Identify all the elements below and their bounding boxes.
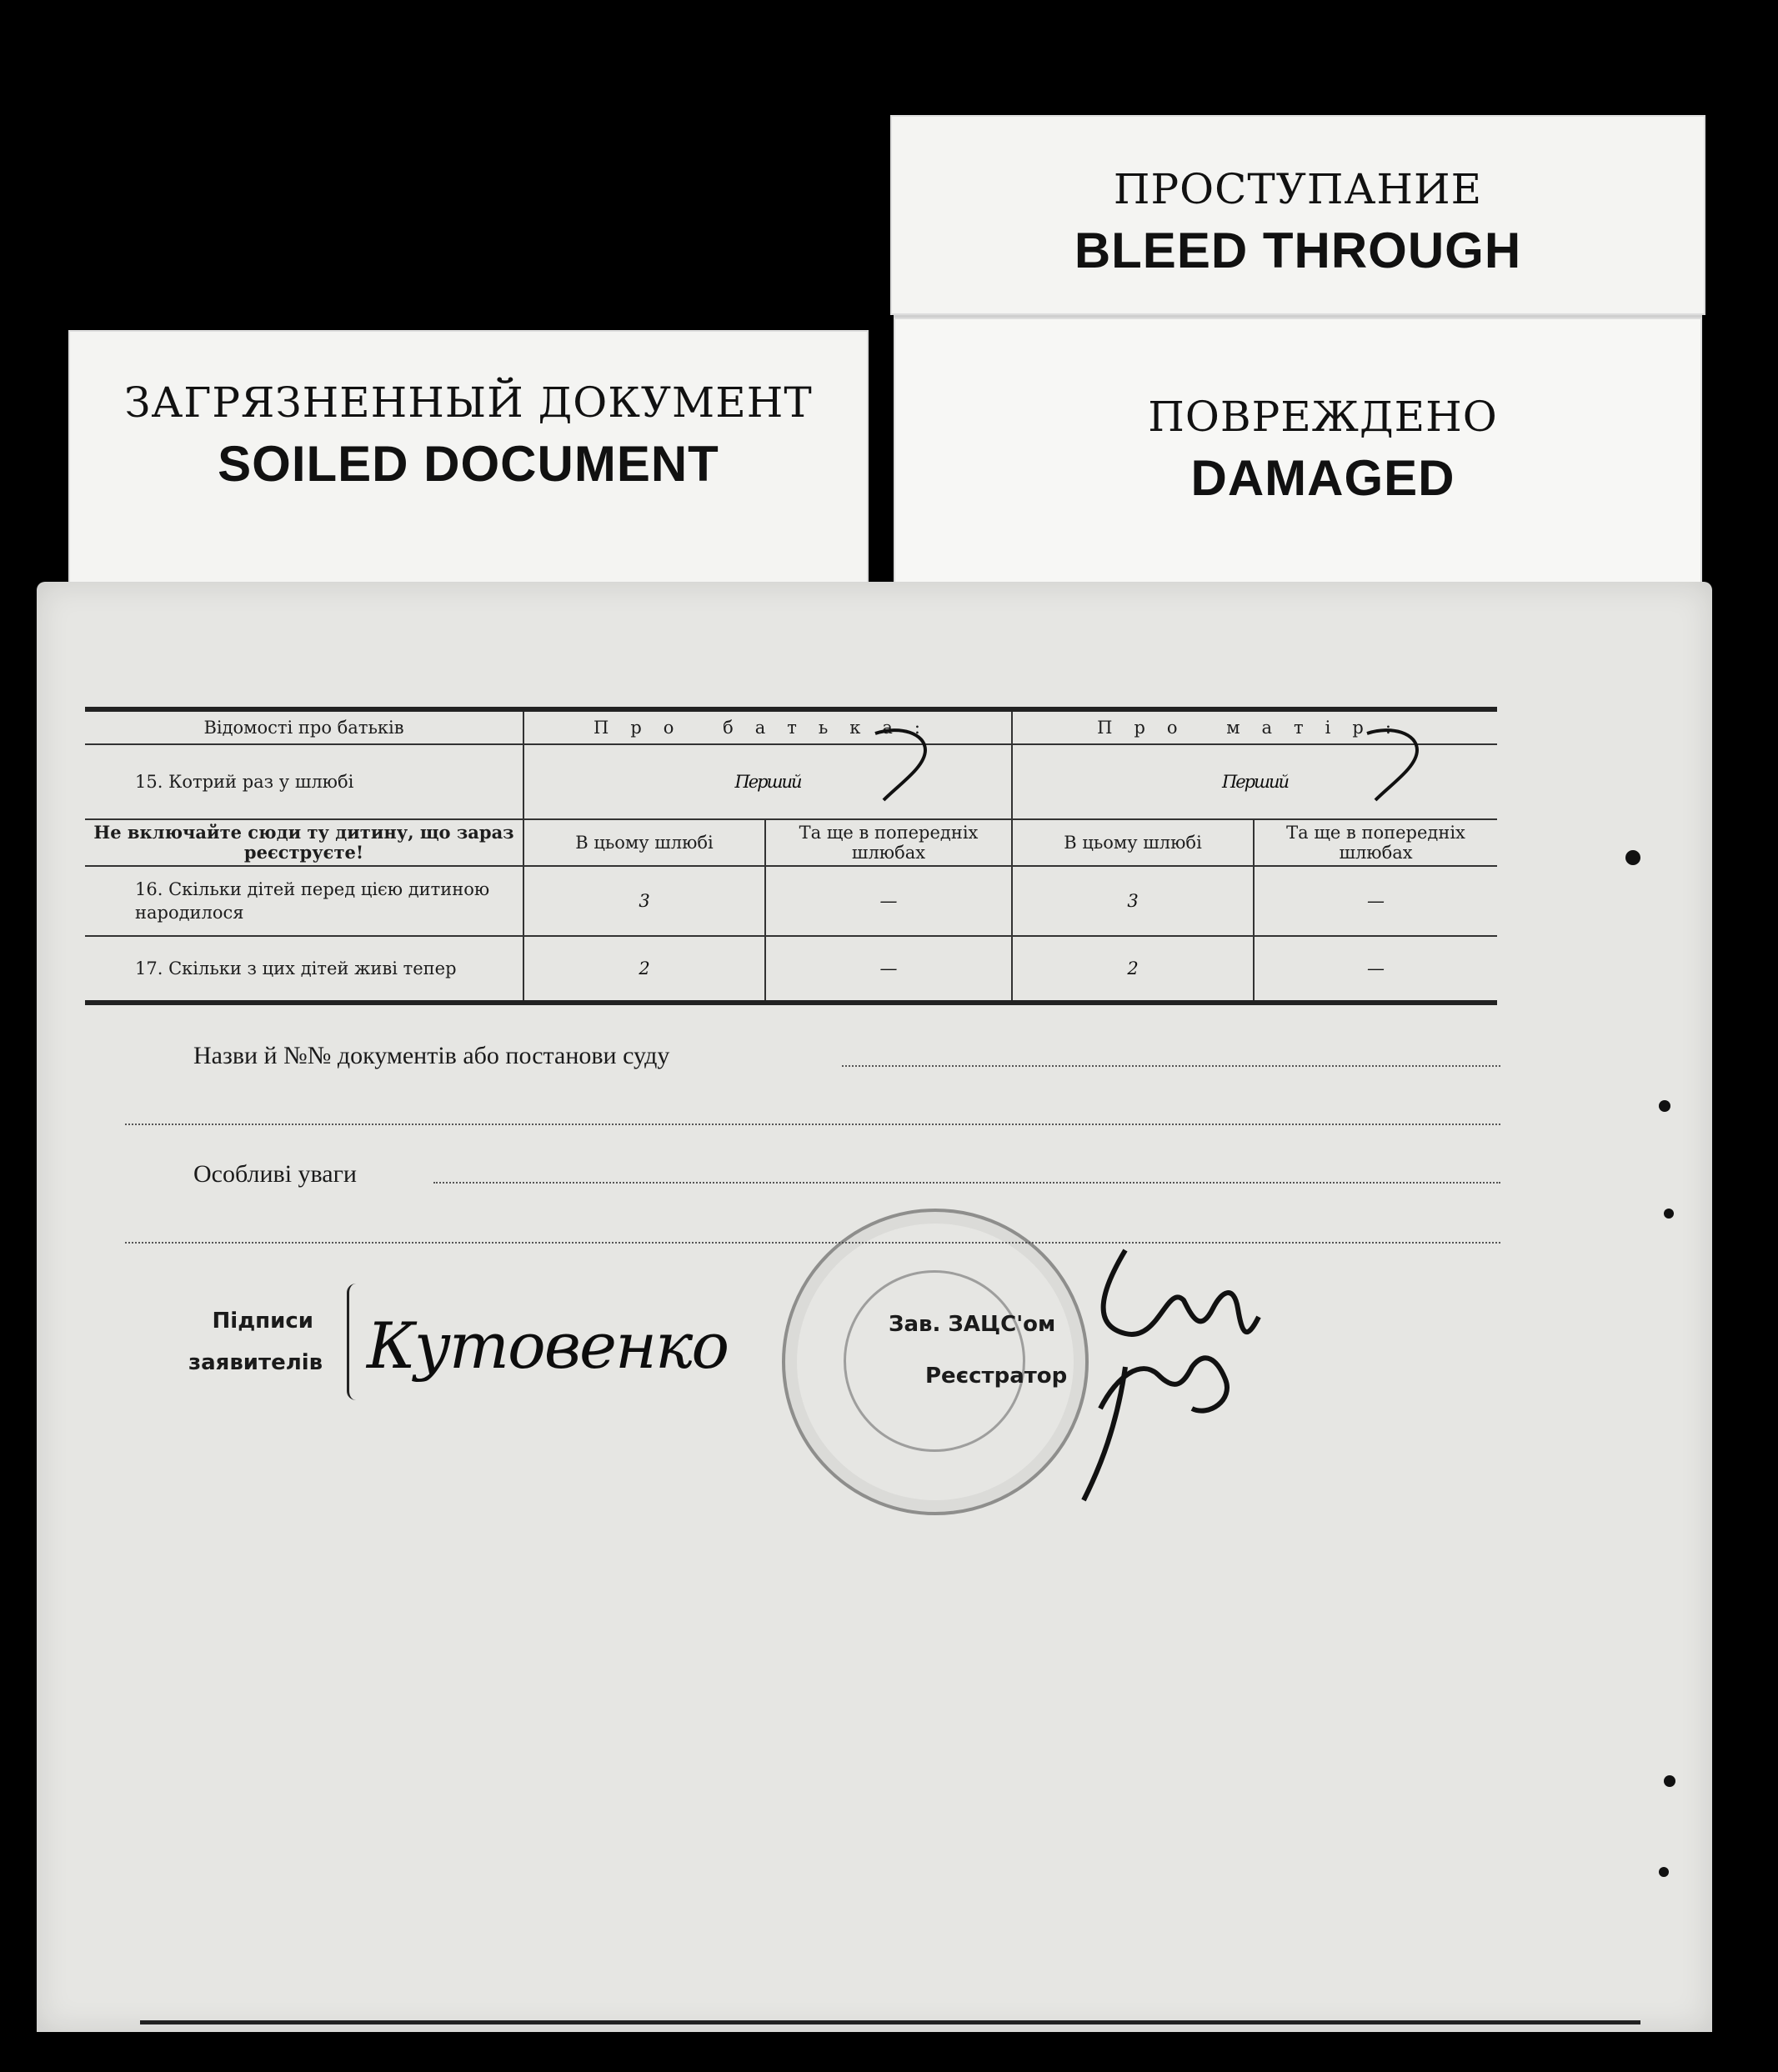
row16-mother-this: 3 [1012, 866, 1254, 936]
header-father: Про батька: [523, 709, 1012, 744]
stamp-inner-ring [844, 1270, 1025, 1452]
subheader-mother-previous: Та ще в попередніх шлюбах [1254, 819, 1497, 866]
documents-label: Назви й №№ документів або постанови суду [193, 1042, 670, 1069]
row17-father-this: 2 [523, 936, 765, 1003]
check-mark-mother [1350, 717, 1450, 808]
official-signatures [1067, 1234, 1300, 1517]
row15-father-value: Перший [523, 744, 1012, 819]
remarks-dotted-line [433, 1182, 1500, 1184]
bleed-through-en: BLEED THROUGH [1074, 223, 1522, 278]
signatures-brace [347, 1284, 356, 1400]
check-mark-father [859, 717, 959, 808]
damaged-card [894, 315, 1702, 603]
subheader-father-previous: Та ще в попередніх шлюбах [765, 819, 1012, 866]
subheader-mother-this: В цьому шлюбі [1012, 819, 1254, 866]
row17-mother-this: 2 [1012, 936, 1254, 1003]
parents-table [85, 707, 1497, 1005]
punch-hole [1664, 1775, 1675, 1787]
header-row [85, 709, 1497, 744]
remarks-label: Особливі уваги [193, 1160, 357, 1188]
punch-hole [1625, 850, 1640, 865]
punch-hole [1659, 1100, 1670, 1112]
bleed-through-ru: ПРОСТУПАНИЕ [1113, 165, 1483, 213]
row17-mother-prev: — [1254, 936, 1497, 1003]
official-stamp [782, 1209, 1089, 1515]
damaged-en: DAMAGED [1190, 450, 1455, 506]
soiled-ru: ЗАГРЯЗНЕННЫЙ ДОКУМЕНТ [124, 378, 813, 427]
row17-father-prev: — [765, 936, 1012, 1003]
punch-hole [1664, 1209, 1674, 1219]
row16-label: 16. Скільки дітей перед цією дитиною народилося [85, 866, 523, 936]
subheader-row [85, 819, 1497, 866]
row16-father-this: 3 [523, 866, 765, 936]
bleed-through-card [890, 115, 1705, 315]
header-mother: Про матір: [1012, 709, 1497, 744]
registrar-label: Реєстратор [925, 1364, 1068, 1389]
row-15 [85, 744, 1497, 819]
row17-label: 17. Скільки з цих дітей живі тепер [85, 936, 523, 1003]
signatures-label: Підписи заявителів [188, 1309, 323, 1375]
row-16 [85, 866, 1497, 936]
damaged-ru: ПОВРЕЖДЕНО [1148, 393, 1498, 441]
bottom-rule [140, 2020, 1640, 2024]
row15-mother-value: Перший [1012, 744, 1497, 819]
row15-label: 15. Котрий раз у шлюбі [85, 744, 523, 819]
subheader-note: Не включайте сюди ту дитину, що зараз реєструєте! [85, 819, 523, 866]
documents-dotted-line-2 [125, 1124, 1500, 1125]
row16-father-prev: — [765, 866, 1012, 936]
punch-hole [1659, 1867, 1669, 1877]
applicant-signature: Кутовенко [367, 1309, 729, 1383]
head-label: Зав. ЗАЦС'ом [889, 1312, 1056, 1337]
header-parents-info: Відомості про батьків [85, 709, 523, 744]
subheader-father-this: В цьому шлюбі [523, 819, 765, 866]
row16-mother-prev: — [1254, 866, 1497, 936]
parents-info-form [85, 707, 1497, 1005]
documents-dotted-line [842, 1065, 1500, 1067]
soiled-en: SOILED DOCUMENT [218, 436, 719, 492]
row-17 [85, 936, 1497, 1003]
soiled-document-card [68, 330, 869, 605]
